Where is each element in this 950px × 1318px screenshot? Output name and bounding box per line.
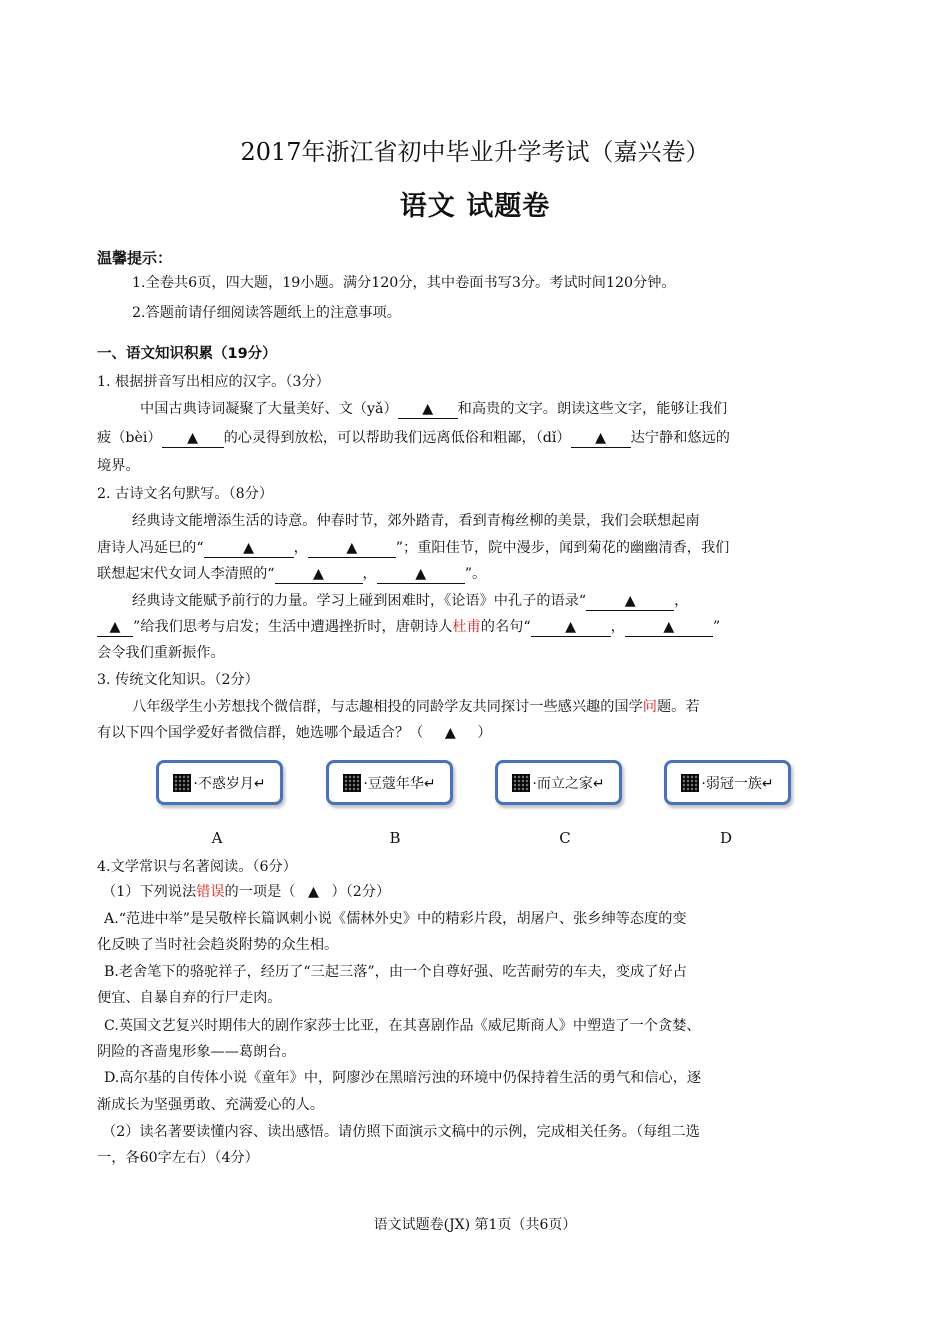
text: ， [674, 593, 689, 609]
answer-blank[interactable]: ▲ [162, 429, 224, 448]
highlighted-text: 错误 [196, 884, 225, 900]
answer-blank[interactable]: ▲ [97, 618, 133, 637]
answer-marker[interactable]: ▲ [308, 884, 319, 900]
option-c-box[interactable] [495, 760, 622, 805]
question-1-line [140, 399, 900, 419]
text: ） [477, 725, 492, 741]
question-3-stem: 3. 传统文化知识。（2分） [97, 672, 259, 688]
question-1-stem: 1. 根据拼音写出相应的汉字。（3分） [97, 374, 330, 390]
option-label: ·而立之家↵ [532, 775, 605, 792]
option-letter: A [211, 829, 223, 847]
text: （1）下列说法 [102, 884, 197, 900]
choice-d[interactable]: D.高尔基的自传体小说《童年》中，阿廖沙在黑暗污浊的环境中仍保持着生活的勇气和信心，逐 [104, 1070, 702, 1086]
option-label: ·弱冠一族↵ [701, 775, 774, 792]
text: ”给我们思考与启发；生活中遭遇挫折时，唐朝诗人 [133, 619, 453, 635]
option-a-box[interactable] [156, 760, 283, 805]
text: 八年级学生小芳想找个微信群，与志趣相投的同龄学友共同探讨一些感兴趣的国学 [132, 699, 643, 715]
text: 有以下四个国学爱好者微信群，她选哪个最适合？（ [97, 725, 424, 741]
question-2-line: 会令我们重新振作。 [97, 645, 225, 661]
section-heading: 一、语文知识积累（19分） [97, 346, 277, 362]
text: 唐诗人冯延巳的“ [97, 540, 204, 556]
question-4-part-1 [102, 882, 862, 902]
tip-item-1: 1.全卷共6页，四大题，19小题。满分120分，其中卷面书写3分。考试时间120分钟。 [132, 275, 676, 291]
text: 达宁静和悠远的 [630, 430, 730, 446]
option-b-box[interactable] [326, 760, 453, 805]
question-4-stem: 4.文学常识与名著阅读。（6分） [97, 859, 297, 875]
answer-blank[interactable]: ▲ [275, 565, 363, 584]
qr-code-icon [343, 774, 361, 792]
text: 疲（bèi） [97, 430, 162, 446]
answer-marker[interactable]: ▲ [444, 725, 456, 741]
question-1-line [97, 428, 857, 448]
choice-c-cont: 阴险的吝啬鬼形象——葛朗台。 [97, 1044, 296, 1060]
answer-blank[interactable]: ▲ [377, 565, 465, 584]
highlighted-text: 杜甫 [452, 619, 481, 635]
exam-subtitle: 语文 试题卷 [399, 191, 551, 222]
answer-blank[interactable]: ▲ [308, 539, 396, 558]
question-4-part-2: （2）读名著要读懂内容、读出感悟。请仿照下面演示文稿中的示例，完成相关任务。（每组二选 [102, 1124, 700, 1140]
choice-b-cont: 便宜、自暴自弃的行尸走肉。 [97, 990, 282, 1006]
text: 题。若 [656, 699, 700, 715]
answer-blank[interactable]: ▲ [204, 539, 294, 558]
tips-heading: 温馨提示： [97, 249, 173, 267]
question-4-part-2-cont: 一，各60字左右）（4分） [97, 1150, 259, 1166]
option-label: ·豆蔻年华↵ [363, 775, 436, 792]
text: ”；重阳佳节，院中漫步，闻到菊花的幽幽清香，我们 [395, 540, 730, 556]
highlighted-text: 问 [642, 699, 657, 715]
choice-a[interactable]: A.“范进中举”是吴敬梓长篇讽刺小说《儒林外史》中的精彩片段，胡屠户、张乡绅等态度的变 [104, 911, 687, 927]
choice-b[interactable]: B.老舍笔下的骆驼祥子，经历了“三起三落”，由一个自尊好强、吃苦耐劳的车夫，变成了好占 [104, 964, 687, 980]
tip-item-2: 2.答题前请仔细阅读答题纸上的注意事项。 [132, 305, 401, 321]
question-2-line: 经典诗文能增添生活的诗意。仲春时节，郊外踏青，看到青梅丝柳的美景，我们会联想起南 [132, 513, 700, 529]
text: 中国古典诗词凝聚了大量美好、文（yǎ） [140, 401, 398, 417]
text: ， [610, 619, 625, 635]
choice-a-cont: 化反映了当时社会趋炎附势的众生相。 [97, 937, 339, 953]
qr-code-icon [173, 774, 191, 792]
answer-blank[interactable]: ▲ [571, 429, 631, 448]
answer-blank[interactable]: ▲ [625, 618, 713, 637]
text: 的心灵得到放松，可以帮助我们远离低俗和粗鄙，（dǐ） [223, 430, 571, 446]
choice-d-cont: 渐成长为坚强勇敢、充满爱心的人。 [97, 1097, 325, 1113]
text: ” [712, 619, 721, 635]
text: ”。 [464, 566, 487, 582]
page-footer: 语文试题卷(JX) 第1页（共6页） [373, 1217, 577, 1233]
text: ， [293, 540, 308, 556]
question-2-stem: 2. 古诗文名句默写。（8分） [97, 486, 274, 502]
option-label: ·不惑岁月↵ [193, 775, 266, 792]
answer-blank[interactable]: ▲ [398, 400, 458, 419]
text: 经典诗文能赋予前行的力量。学习上碰到困难时，《论语》中孔子的语录“ [132, 593, 587, 609]
question-2-line [97, 617, 857, 637]
exam-title: 2017年浙江省初中毕业升学考试（嘉兴卷） [240, 138, 710, 166]
question-2-line [132, 591, 857, 611]
question-3-line [97, 723, 857, 743]
question-1-line: 境界。 [97, 458, 140, 474]
option-letter: C [559, 829, 571, 847]
option-letter: D [719, 829, 733, 847]
choice-c[interactable]: C.英国文艺复兴时期伟大的剧作家莎士比亚，在其喜剧作品《威尼斯商人》中塑造了一个贪婪、 [104, 1018, 701, 1034]
text: 的名句“ [480, 619, 531, 635]
text: ）（2分） [331, 884, 391, 900]
question-3-line [132, 697, 857, 717]
text: 和高贵的文字。朗读这些文字，能够让我们 [457, 401, 728, 417]
option-d-box[interactable] [664, 760, 791, 805]
text: 联想起宋代女词人李清照的“ [97, 566, 275, 582]
text: 的一项是（ [224, 884, 296, 900]
option-letter: B [389, 829, 401, 847]
answer-blank[interactable]: ▲ [531, 618, 611, 637]
question-2-line [97, 564, 857, 584]
qr-code-icon [681, 774, 699, 792]
question-2-line [97, 538, 857, 558]
qr-code-icon [512, 774, 530, 792]
answer-blank[interactable]: ▲ [586, 592, 674, 611]
text: ， [362, 566, 377, 582]
